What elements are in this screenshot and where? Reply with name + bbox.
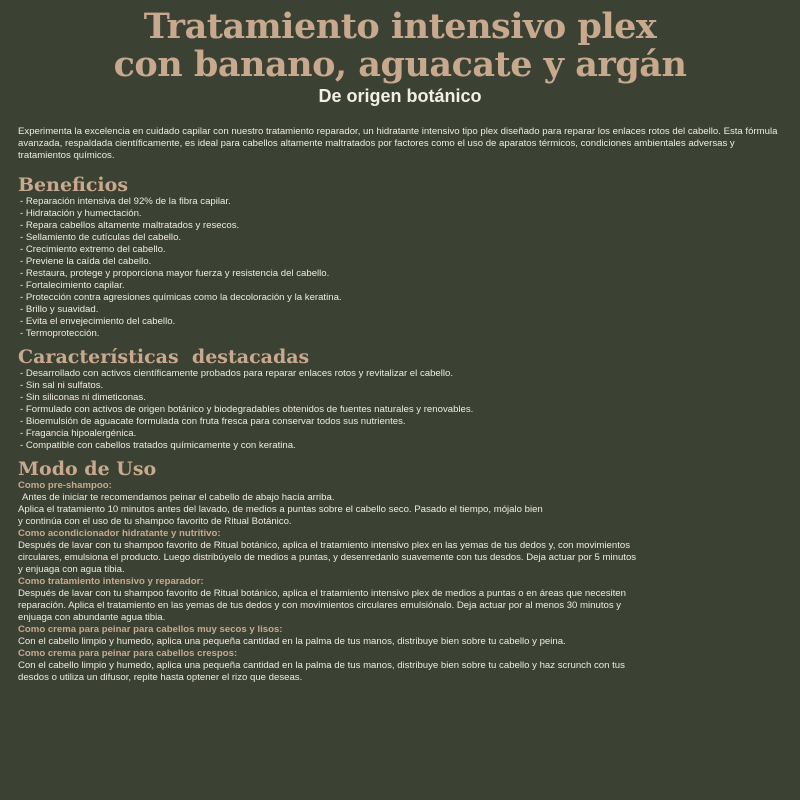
list-item: - Desarrollado con activos científicamente probados para reparar enlaces rotos y revitalizar el cabello. [20,368,782,380]
list-item: - Previene la caída del cabello. [20,256,782,268]
modo-uso-heading: Modo de Uso [18,458,157,480]
usage-line: Aplica el tratamiento 10 minutos antes del lavado, de medios a puntas sobre el cabello seco. Pasado el tiempo, mójalo bien [18,504,543,515]
usage-subheading: Como crema para peinar para cabellos muy secos y lisos: [18,624,283,635]
list-item: - Fortalecimiento capilar. [20,280,782,292]
list-item: - Sin siliconas ni dimeticonas. [20,392,782,404]
usage-block-tratamiento [18,576,782,624]
list-item: - Bioemulsión de aguacate formulada con fruta fresca para conservar todos sus nutrientes. [20,416,782,428]
list-item: - Sellamiento de cutículas del cabello. [20,232,782,244]
usage-subheading: Como crema para peinar para cabellos crespos: [18,648,238,659]
intro-paragraph: Experimenta la excelencia en cuidado capilar con nuestro tratamiento reparador, un hidratante intensivo tipo plex diseñado para reparar los enlaces rotos del cabello. Esta fórmula avanzada, respaldada científicamente, es ideal para cabellos altamente maltratados por factores como el uso de aparatos térmicos, condiciones ambientales adversas y tratamientos químicos. [18,126,778,161]
usage-subheading: Como tratamiento intensivo y reparador: [18,576,204,587]
caracteristicas-list [18,368,782,452]
usage-subheading: Como pre-shampoo: [18,480,112,491]
list-item: - Fragancia hipoalergénica. [20,428,782,440]
usage-line: enjuaga con abundante agua tibia. [18,612,166,623]
list-item: - Crecimiento extremo del cabello. [20,244,782,256]
usage-subheading: Como acondicionador hidratante y nutritivo: [18,528,221,539]
title-line-1: Tratamiento intensivo plex [143,6,657,47]
list-item: - Compatible con cabellos tratados químicamente y con keratina. [20,440,782,452]
usage-line: desdos o utiliza un difusor, repite hasta optener el rizo que deseas. [18,672,303,683]
caracteristicas-heading: Características destacadas [18,346,310,368]
list-item: - Evita el envejecimiento del cabello. [20,316,782,328]
usage-line: circulares, emulsiona el producto. Luego distribúyelo de medios a puntas, y desenredanlo suavemente con tus desdos. Deja actuar por 5 minutos [18,552,637,563]
usage-line: Con el cabello limpio y humedo, aplica una pequeña cantidad en la palma de tus manos, distribuye bien sobre tu cabello y peina. [18,636,566,647]
usage-line: Antes de iniciar te recomendamos peinar el cabello de abajo hacia arriba. [22,492,335,503]
usage-line: Con el cabello limpio y humedo, aplica una pequeña cantidad en la palma de tus manos, distribuye bien sobre tu cabello y haz scrunch con tus [18,660,625,671]
list-item: - Brillo y suavidad. [20,304,782,316]
beneficios-list [18,196,782,340]
usage-line: y continúa con el uso de tu shampoo favorito de Ritual Botánico. [18,516,292,527]
list-item: - Hidratación y humectación. [20,208,782,220]
usage-block-acondicionador [18,528,782,576]
usage-block-pre-shampoo [18,480,782,528]
list-item: - Termoprotección. [20,328,782,340]
usage-block-crema-lisos [18,624,782,648]
list-item: - Protección contra agresiones químicas como la decoloración y la keratina. [20,292,782,304]
list-item: - Formulado con activos de origen botánico y biodegradables obtenidos de fuentes naturales y renovables. [20,404,782,416]
list-item: - Reparación intensiva del 92% de la fibra capilar. [20,196,782,208]
list-item: - Restaura, protege y proporciona mayor fuerza y resistencia del cabello. [20,268,782,280]
usage-line: y enjuaga con agua tibia. [18,564,125,575]
usage-line: Después de lavar con tu shampoo favorito de Ritual botánico, aplica el tratamiento intensivo plex en las yemas de tus dedos y, con movimientos [18,540,631,551]
list-item: - Repara cabellos altamente maltratados y resecos. [20,220,782,232]
usage-line: Después de lavar con tu shampoo favorito de Ritual botánico, aplica el tratamiento intensivo plex de medios a puntas o en áreas que necesiten [18,588,626,599]
usage-block-crema-crespos [18,648,782,684]
usage-line: reparación. Aplica el tratamiento en las yemas de tus dedos y con movimientos circulares emulsiónalo. Deja actuar por al menos 30 minutos y [18,600,622,611]
title-line-2: con banano, aguacate y argán [113,44,687,85]
beneficios-heading: Beneficios [18,174,129,196]
list-item: - Sin sal ni sulfatos. [20,380,782,392]
subtitle: De origen botánico [318,86,482,106]
